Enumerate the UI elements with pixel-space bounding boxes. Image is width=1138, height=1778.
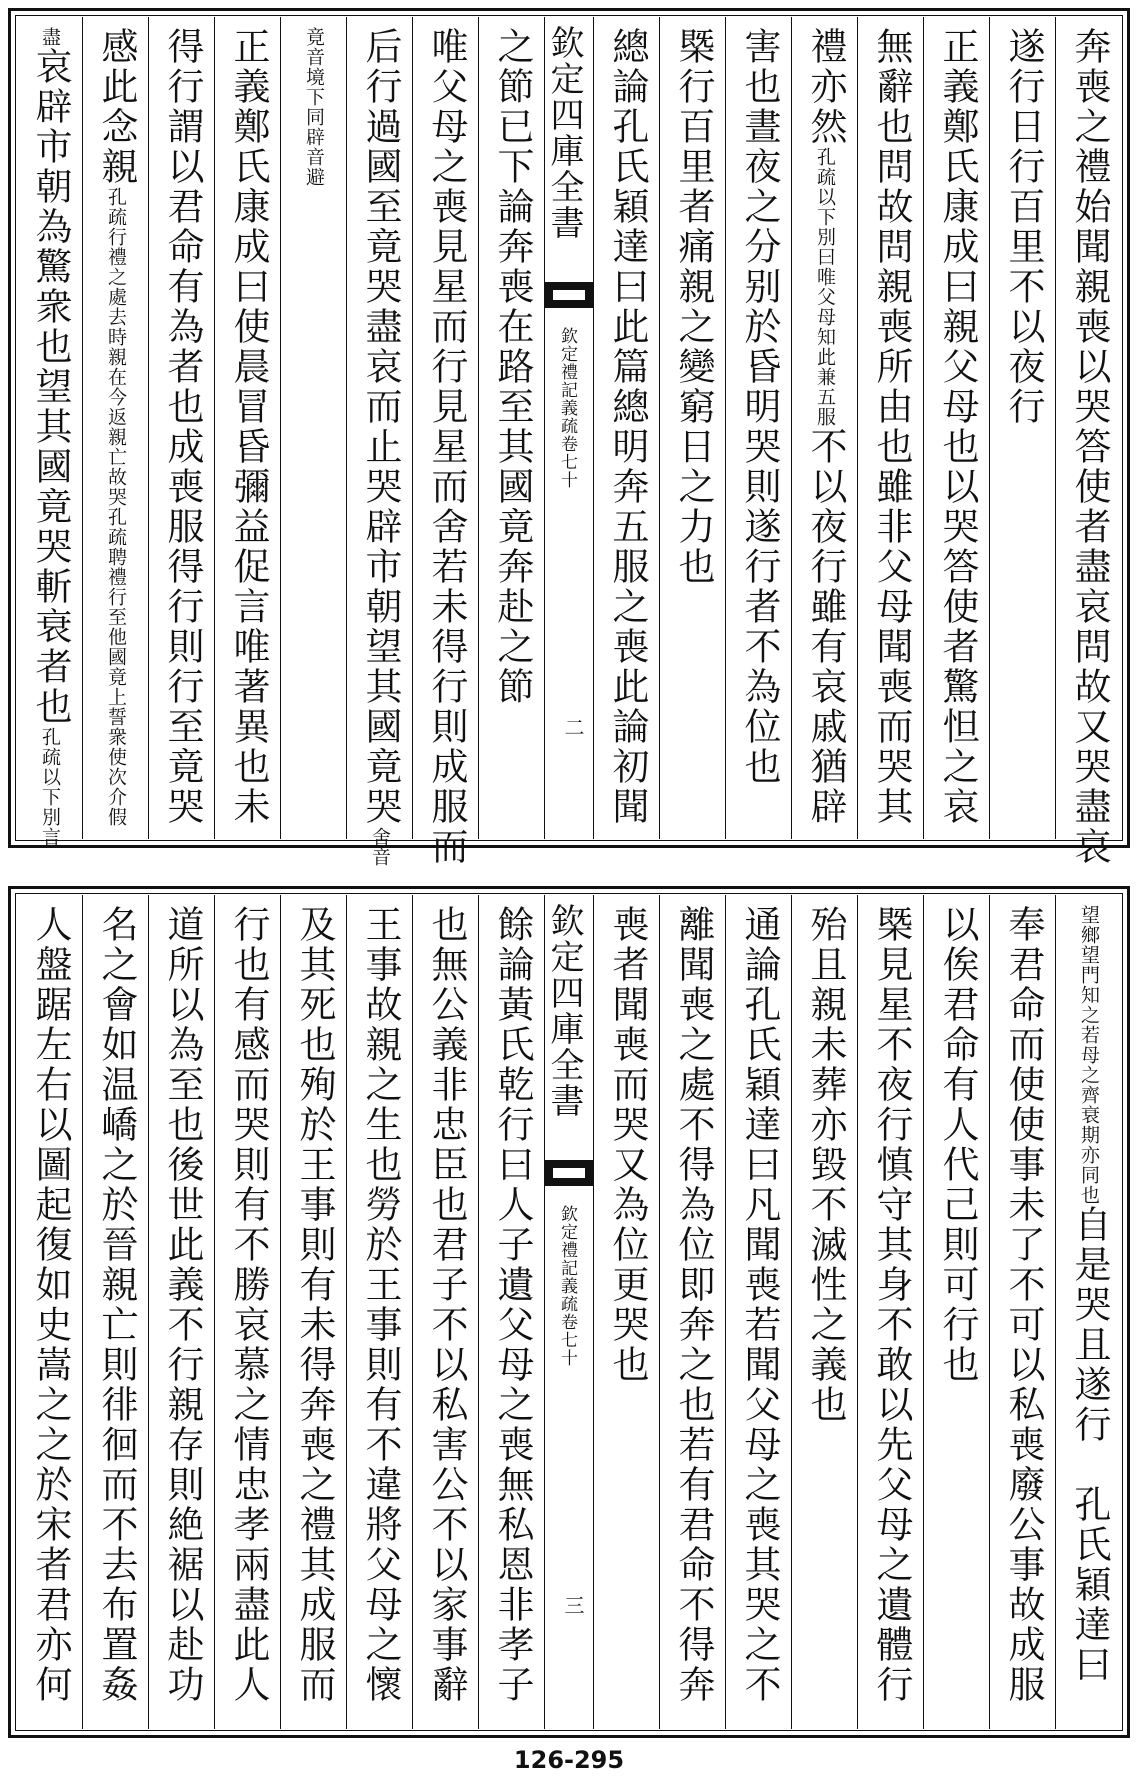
text-column: 人盤踞左右以圖起復如史嵩之之於宋者君亦何: [29, 905, 72, 1705]
annotation-note: 孔疏聘禮行至他國竟上誓衆使次介假: [105, 507, 127, 827]
gutter-subtitle: 欽定禮記義疏卷七十: [557, 327, 577, 489]
text-column: 正義鄭氏康成曰使晨冒昏彌益促言唯著異也未: [214, 17, 280, 839]
text-column-with-note: [82, 17, 148, 839]
text-column: 唯父母之喪見星而行見星而舍若未得行則成服而: [412, 17, 478, 839]
main-text: 哀辟市朝為驚衆也望其國竟哭斬衰者也: [29, 47, 72, 727]
page-gutter: [544, 17, 593, 839]
text-column: 得行謂以君命有為者也成喪服得行則行至竟哭: [148, 17, 214, 839]
fishtail-mark: [545, 1160, 593, 1186]
annotation-note: 孔疏以下別曰唯父母知此兼五服: [814, 147, 836, 427]
text-column: 之節已下論奔喪在路至其國竟奔赴之節: [478, 17, 544, 839]
annotation-note: 之齊衰期亦同也: [1078, 1065, 1100, 1205]
text-column: 遂行日行百里不以夜行: [989, 17, 1055, 839]
annotation-note: 孔疏以下別言: [39, 727, 61, 847]
text-column: 害也晝夜之分别於昏明哭則遂行者不為位也: [725, 17, 791, 839]
gutter-page-number: 三: [561, 1595, 585, 1615]
text-column: 無辭也問故問親喪所由也雖非父母聞喪而哭其: [857, 17, 923, 839]
text-column: 名之會如温嶠之於晉親亡則徘徊而不去布置姦: [82, 895, 148, 1729]
text-column: 槩行百里者痛親之變窮日之力也: [659, 17, 725, 839]
annotation-note: 盡: [39, 27, 61, 47]
text-column: 奔喪之禮始聞親喪以哭答使者盡哀問故又哭盡哀: [1055, 17, 1121, 839]
page-number: 126-295: [513, 1746, 625, 1774]
text-column-with-note: [16, 17, 82, 847]
text-column: 通論孔氏穎達曰凡聞喪若聞父母之喪其哭之不: [725, 895, 791, 1729]
gutter-page-number: 二: [561, 717, 585, 737]
main-text: 自是哭且遂行 孔氏穎達曰: [1068, 1205, 1111, 1685]
gutter-subtitle: 欽定禮記義疏卷七十: [557, 1205, 577, 1367]
text-column: 餘論黃氏乾行曰人子遺父母之喪無私恩非孝子: [478, 895, 544, 1729]
text-column: 槩見星不夜行慎守其身不敢以先父母之遺體行: [857, 895, 923, 1729]
text-column: 正義鄭氏康成曰親父母也以哭答使者驚怛之哀: [923, 17, 989, 839]
gutter-title: 欽定四庫全書: [544, 25, 584, 241]
text-column: 離聞喪之處不得為位即奔之也若有君命不得奔: [659, 895, 725, 1729]
page-gutter: [544, 895, 593, 1729]
main-text: 后行過國至竟哭盡哀而止哭辟市朝望其國竟哭: [359, 27, 402, 827]
annotation-note: 望鄉望門知之若母: [1078, 905, 1100, 1065]
gutter-title: 欽定四庫全書: [544, 903, 584, 1119]
text-column: 王事故親之生也勞於王事則有不違將父母之懷: [346, 895, 412, 1729]
upper-page-panel: [8, 8, 1130, 867]
text-column: 殆且親未葬亦毀不滅性之義也: [791, 895, 857, 1729]
fishtail-mark: [545, 282, 593, 308]
lower-page-panel: [8, 886, 1130, 1738]
annotation-note: 舍音: [369, 827, 391, 867]
text-column-with-note: [1055, 895, 1121, 1729]
text-column: 也無公義非忠臣也君子不以私害公不以家事辭: [412, 895, 478, 1729]
text-column: 道所以為至也後世此義不行親存則絶裾以赴功: [148, 895, 214, 1729]
text-column: 行也有感而哭則有不勝哀慕之情忠孝兩盡此人: [214, 895, 280, 1729]
main-text: 不以夜行雖有哀戚猶辟: [804, 427, 847, 827]
text-column: 喪者聞喪而哭又為位更哭也: [593, 895, 659, 1729]
main-text: 禮亦然: [804, 27, 847, 147]
note-column: [280, 17, 346, 839]
main-text: 感此念親: [95, 27, 138, 187]
text-column: 總論孔氏穎達曰此篇總明奔五服之喪此論初聞: [593, 17, 659, 839]
annotation-note: 竟音境下同辟音避: [303, 27, 325, 187]
text-column-with-note: [791, 17, 857, 839]
text-column-with-note: [346, 17, 412, 867]
text-column: 及其死也殉於王事則有未得奔喪之禮其成服而: [280, 895, 346, 1729]
text-column: 以俟君命有人代己則可行也: [923, 895, 989, 1729]
text-column: 奉君命而使使事未了不可以私喪廢公事故成服: [989, 895, 1055, 1729]
annotation-note: 孔疏行禮之處去時親在今返親亡故哭: [105, 187, 127, 507]
